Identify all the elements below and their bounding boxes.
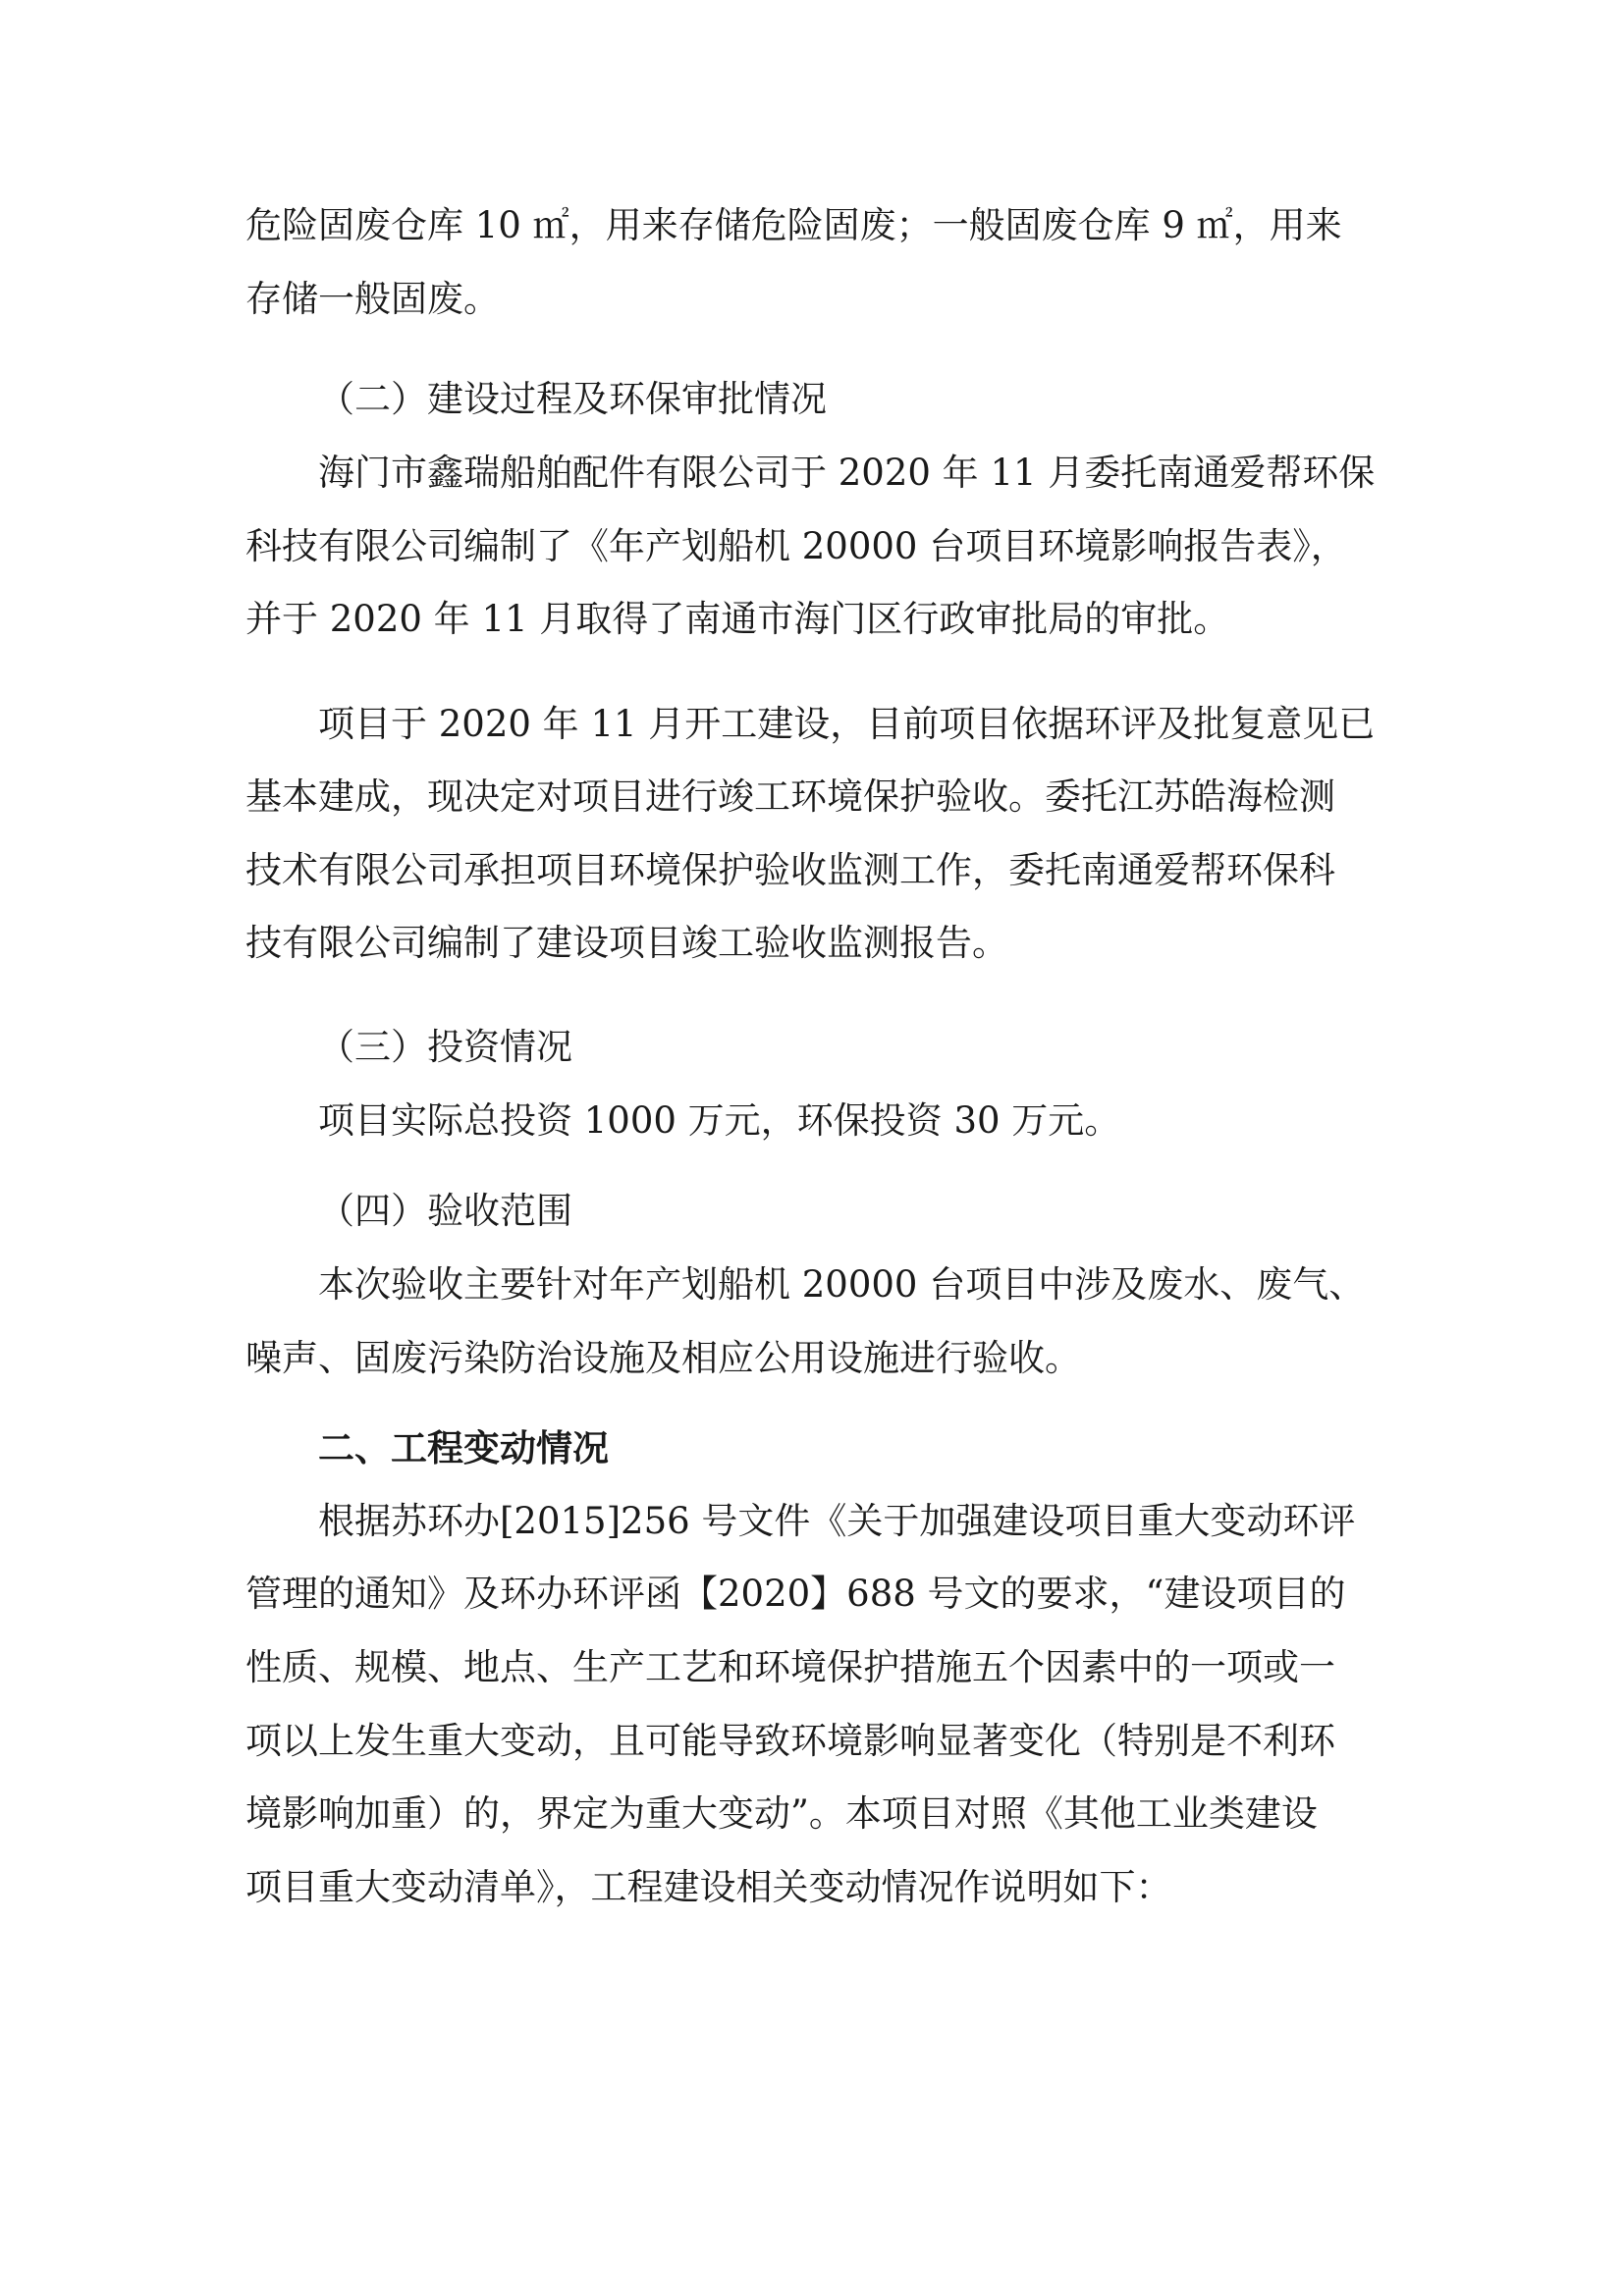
text-line: 根据苏环办[2015]256 号文件《关于加强建设项目重大变动环评 — [318, 1500, 1356, 1542]
subsection-heading: （四）验收范围 — [318, 1190, 572, 1232]
text-line: 境影响加重）的，界定为重大变动”。本项目对照《其他工业类建设 — [245, 1792, 1318, 1835]
text-line: 性质、规模、地点、生产工艺和环境保护措施五个因素中的一项或一 — [245, 1646, 1335, 1688]
text-line: 项目重大变动清单》，工程建设相关变动情况作说明如下： — [245, 1866, 1172, 1908]
text-line: 并于 2020 年 11 月取得了南通市海门区行政审批局的审批。 — [245, 598, 1230, 640]
text-line: 科技有限公司编制了《年产划船机 20000 台项目环境影响报告表》， — [245, 525, 1347, 567]
text-line: 海门市鑫瑞船舶配件有限公司于 2020 年 11 月委托南通爱帮环保 — [318, 452, 1376, 494]
text-line: 项目实际总投资 1000 万元，环保投资 30 万元。 — [318, 1099, 1121, 1142]
text-line: 技术有限公司承担项目环境保护验收监测工作，委托南通爱帮环保科 — [245, 849, 1335, 891]
text-line: 噪声、固废污染防治设施及相应公用设施进行验收。 — [245, 1337, 1081, 1379]
text-line: 基本建成，现决定对项目进行竣工环境保护验收。委托江苏皓海检测 — [245, 775, 1335, 818]
text-line: 技有限公司编制了建设项目竣工验收监测报告。 — [245, 922, 1008, 964]
text-line: 项以上发生重大变动，且可能导致环境影响显著变化（特别是不利环 — [245, 1720, 1335, 1762]
subsection-heading: （二）建设过程及环保审批情况 — [318, 378, 827, 420]
text-line: 危险固废仓库 10 ㎡，用来存储危险固废；一般固废仓库 9 ㎡，用来 — [245, 204, 1342, 246]
text-line: 存储一般固废。 — [245, 278, 500, 320]
section-heading: 二、工程变动情况 — [318, 1426, 609, 1469]
text-line: 管理的通知》及环办环评函【2020】688 号文的要求，“建设项目的 — [245, 1573, 1346, 1615]
subsection-heading: （三）投资情况 — [318, 1026, 572, 1068]
text-line: 本次验收主要针对年产划船机 20000 台项目中涉及废水、废气、 — [318, 1263, 1366, 1306]
text-line: 项目于 2020 年 11 月开工建设，目前项目依据环评及批复意见已 — [318, 703, 1376, 745]
